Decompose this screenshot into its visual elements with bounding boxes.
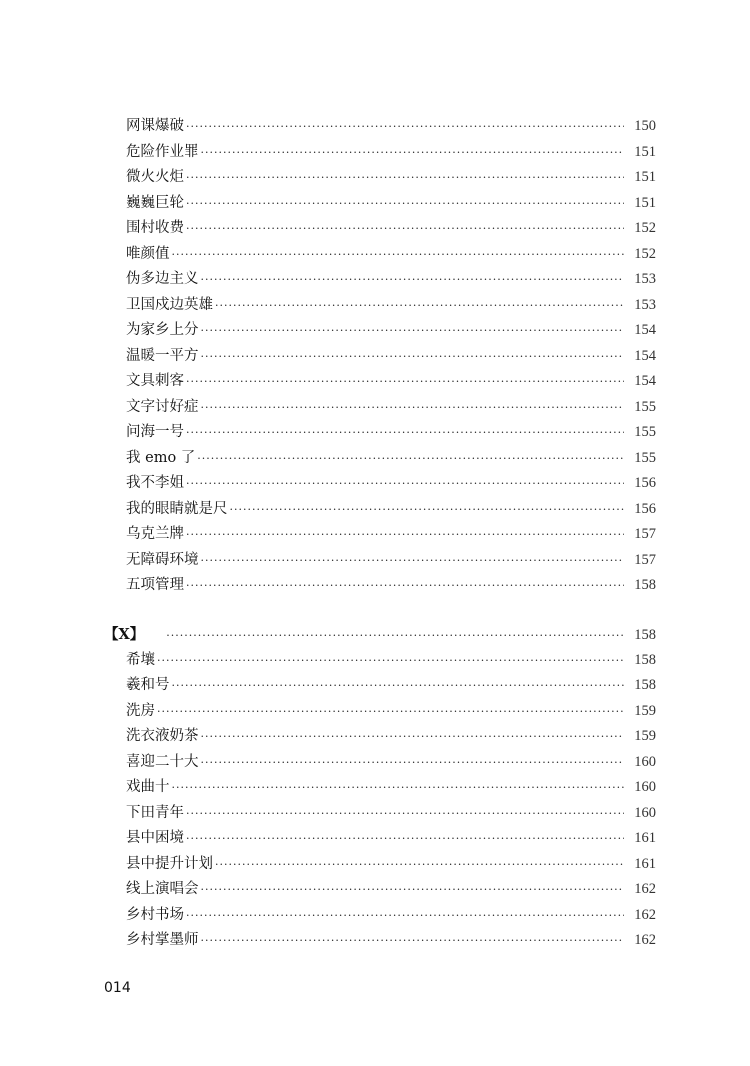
entry-title: 希壤 xyxy=(126,651,155,668)
entry-title: 危险作业罪 xyxy=(126,143,199,160)
entry-title: 我的眼睛就是尺 xyxy=(126,500,228,517)
entry-title: 伪多边主义 xyxy=(126,271,199,287)
toc-entry xyxy=(126,114,656,140)
toc-entry xyxy=(126,522,656,548)
dot-leader xyxy=(201,267,625,293)
dot-leader xyxy=(186,573,624,599)
dot-leader xyxy=(166,623,624,649)
dot-leader xyxy=(186,114,624,140)
toc-section-x xyxy=(104,622,656,954)
dot-leader xyxy=(201,928,625,954)
entry-title: 文具刺客 xyxy=(126,373,184,389)
entry-page-number: 160 xyxy=(634,753,656,770)
entry-title: 文字讨好症 xyxy=(126,398,199,415)
toc-entry xyxy=(126,369,656,395)
dot-leader xyxy=(201,395,625,421)
entry-page-number: 159 xyxy=(634,702,656,719)
entry-page-number: 154 xyxy=(634,322,656,338)
dot-leader xyxy=(201,318,625,344)
entry-page-number: 160 xyxy=(634,804,656,821)
entry-title: 微火火炬 xyxy=(126,169,184,185)
toc-entry xyxy=(126,548,656,574)
entry-title: 围村收费 xyxy=(126,220,184,236)
entry-title: 巍巍巨轮 xyxy=(126,194,184,211)
dot-leader xyxy=(186,522,624,548)
section-heading-row xyxy=(104,622,656,648)
dot-leader xyxy=(172,775,625,801)
dot-leader xyxy=(186,369,624,395)
dot-leader xyxy=(172,673,625,699)
entry-page-number: 159 xyxy=(634,728,656,744)
toc-entry xyxy=(126,318,656,344)
entry-page-number: 157 xyxy=(634,551,656,568)
entry-page-number: 151 xyxy=(634,169,656,185)
dot-leader xyxy=(186,420,624,446)
entry-title: 洗房 xyxy=(126,702,155,719)
entry-title: 乡村掌墨师 xyxy=(126,932,199,948)
entry-page-number: 161 xyxy=(634,855,656,872)
toc-entry xyxy=(126,191,656,217)
dot-leader xyxy=(201,877,625,903)
dot-leader xyxy=(201,140,625,166)
toc-entry xyxy=(126,826,656,852)
entry-title: 戏曲十 xyxy=(126,779,170,795)
toc-entry xyxy=(126,140,656,166)
entry-page-number: 161 xyxy=(634,830,656,846)
entry-page-number: 153 xyxy=(634,271,656,287)
toc-entry xyxy=(126,293,656,319)
entry-title: 羲和号 xyxy=(126,677,170,693)
section-page-number: 158 xyxy=(634,627,656,643)
toc-entry xyxy=(126,724,656,750)
entry-page-number: 158 xyxy=(634,577,656,593)
dot-leader xyxy=(157,699,624,725)
entry-title: 线上演唱会 xyxy=(126,881,199,897)
toc-entry xyxy=(126,165,656,191)
toc-entry xyxy=(126,497,656,523)
toc-entry xyxy=(126,750,656,776)
entry-title: 喜迎二十大 xyxy=(126,753,199,770)
entry-title: 无障碍环境 xyxy=(126,551,199,568)
entry-page-number: 152 xyxy=(634,220,656,236)
dot-leader xyxy=(201,548,625,574)
entry-title: 县中困境 xyxy=(126,830,184,846)
entry-page-number: 151 xyxy=(634,143,656,160)
entry-page-number: 162 xyxy=(634,932,656,948)
entry-page-number: 156 xyxy=(634,500,656,517)
toc-entry xyxy=(126,242,656,268)
entry-page-number: 160 xyxy=(634,779,656,795)
toc-entry xyxy=(126,344,656,370)
entry-page-number: 162 xyxy=(634,906,656,923)
entry-page-number: 158 xyxy=(634,677,656,693)
entry-title: 网课爆破 xyxy=(126,118,184,134)
entry-title: 卫国戍边英雄 xyxy=(126,296,213,313)
entry-title: 温暖一平方 xyxy=(126,347,199,364)
toc-entry xyxy=(126,395,656,421)
dot-leader xyxy=(201,344,625,370)
toc-entry xyxy=(126,420,656,446)
dot-leader xyxy=(186,826,624,852)
dot-leader xyxy=(172,242,625,268)
entry-page-number: 155 xyxy=(634,424,656,440)
entry-title: 为家乡上分 xyxy=(126,322,199,338)
entry-title: 乌克兰牌 xyxy=(126,526,184,542)
section-heading: 【X】 xyxy=(104,626,145,643)
toc-entry xyxy=(126,471,656,497)
entry-page-number: 154 xyxy=(634,347,656,364)
entry-title: 我不李姐 xyxy=(126,475,184,491)
toc-entry xyxy=(126,852,656,878)
entry-title: 县中提升计划 xyxy=(126,855,213,872)
entry-page-number: 152 xyxy=(634,245,656,262)
toc-entry xyxy=(126,928,656,954)
dot-leader xyxy=(186,216,624,242)
entry-page-number: 155 xyxy=(634,449,656,466)
toc-entry xyxy=(126,699,656,725)
section-entries xyxy=(126,648,656,954)
entry-title: 五项管理 xyxy=(126,577,184,593)
dot-leader xyxy=(186,903,624,929)
toc-entry xyxy=(126,648,656,674)
entry-page-number: 154 xyxy=(634,373,656,389)
entry-title: 乡村书场 xyxy=(126,906,184,923)
toc-entry xyxy=(126,267,656,293)
toc-entry xyxy=(126,446,656,472)
entry-page-number: 162 xyxy=(634,881,656,897)
toc-entry xyxy=(126,573,656,599)
entry-page-number: 150 xyxy=(634,118,656,134)
entry-page-number: 156 xyxy=(634,475,656,491)
entry-page-number: 155 xyxy=(634,398,656,415)
entry-page-number: 158 xyxy=(634,651,656,668)
entry-page-number: 153 xyxy=(634,296,656,313)
dot-leader xyxy=(197,446,624,472)
dot-leader xyxy=(186,191,624,217)
toc-entry xyxy=(126,877,656,903)
toc-list xyxy=(126,114,656,599)
entry-title: 唯颜值 xyxy=(126,245,170,262)
toc-entry xyxy=(126,673,656,699)
entry-page-number: 151 xyxy=(634,194,656,211)
entry-title: 洗衣液奶茶 xyxy=(126,728,199,744)
entry-page-number: 157 xyxy=(634,526,656,542)
entry-title: 下田青年 xyxy=(126,804,184,821)
dot-leader xyxy=(201,724,625,750)
dot-leader xyxy=(230,497,625,523)
dot-leader xyxy=(186,801,624,827)
dot-leader xyxy=(157,648,624,674)
toc-entry xyxy=(126,216,656,242)
dot-leader xyxy=(186,471,624,497)
entry-title: 问海一号 xyxy=(126,424,184,440)
dot-leader xyxy=(201,750,625,776)
toc-entry xyxy=(126,775,656,801)
dot-leader xyxy=(186,165,624,191)
toc-entry xyxy=(126,903,656,929)
entry-title: 我 emo 了 xyxy=(126,449,196,466)
page-number: 014 xyxy=(104,980,131,996)
dot-leader xyxy=(215,852,624,878)
toc-entry xyxy=(126,801,656,827)
dot-leader xyxy=(215,293,624,319)
